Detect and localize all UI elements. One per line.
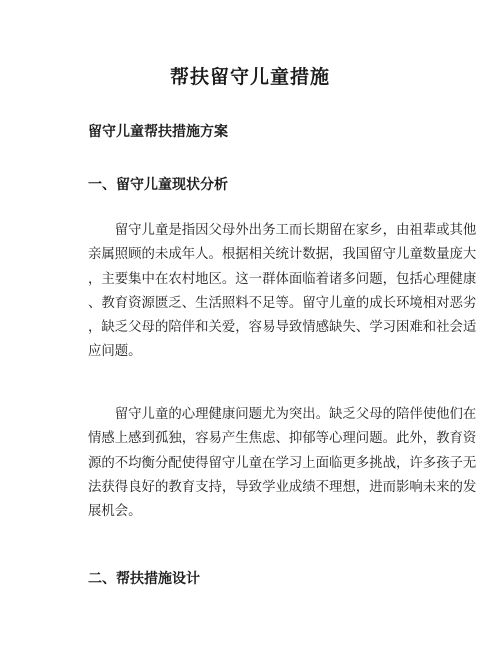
section-heading-1: 一、留守儿童现状分析 bbox=[88, 177, 228, 193]
section-heading-2: 二、帮扶措施设计 bbox=[88, 571, 200, 587]
paragraph-line: 应问题。 bbox=[88, 344, 142, 360]
paragraph-line: 法获得良好的教育支持，导致学业成绩不理想，进而影响未来的发 bbox=[88, 479, 477, 495]
paragraph-line: 亲属照顾的未成年人。根据相关统计数据，我国留守儿童数量庞大 bbox=[88, 247, 477, 263]
paragraph-1 bbox=[88, 219, 477, 365]
paragraph-line: 情感上感到孤独，容易产生焦虑、抑郁等心理问题。此外，教育资 bbox=[88, 431, 477, 447]
paragraph-line: 展机会。 bbox=[88, 504, 142, 520]
paragraph-line: ，缺乏父母的陪伴和关爱，容易导致情感缺失、学习困难和社会适 bbox=[88, 320, 477, 336]
paragraph-line: 留守儿童是指因父母外出务工而长期留在家乡，由祖辈或其他 bbox=[88, 223, 477, 238]
paragraph-line: 源的不均衡分配使得留守儿童在学习上面临更多挑战，许多孩子无 bbox=[88, 455, 477, 471]
paragraph-line: 、教育资源匮乏、生活照料不足等。留守儿童的成长环境相对恶劣 bbox=[88, 295, 477, 311]
document-subtitle: 留守儿童帮扶措施方案 bbox=[88, 124, 228, 140]
paragraph-line: 留守儿童的心理健康问题尤为突出。缺乏父母的陪伴使他们在 bbox=[88, 407, 477, 422]
paragraph-2 bbox=[88, 403, 477, 524]
document-title: 帮扶留守儿童措施 bbox=[169, 66, 330, 88]
paragraph-line: ，主要集中在农村地区。这一群体面临着诸多问题，包括心理健康 bbox=[88, 271, 477, 287]
